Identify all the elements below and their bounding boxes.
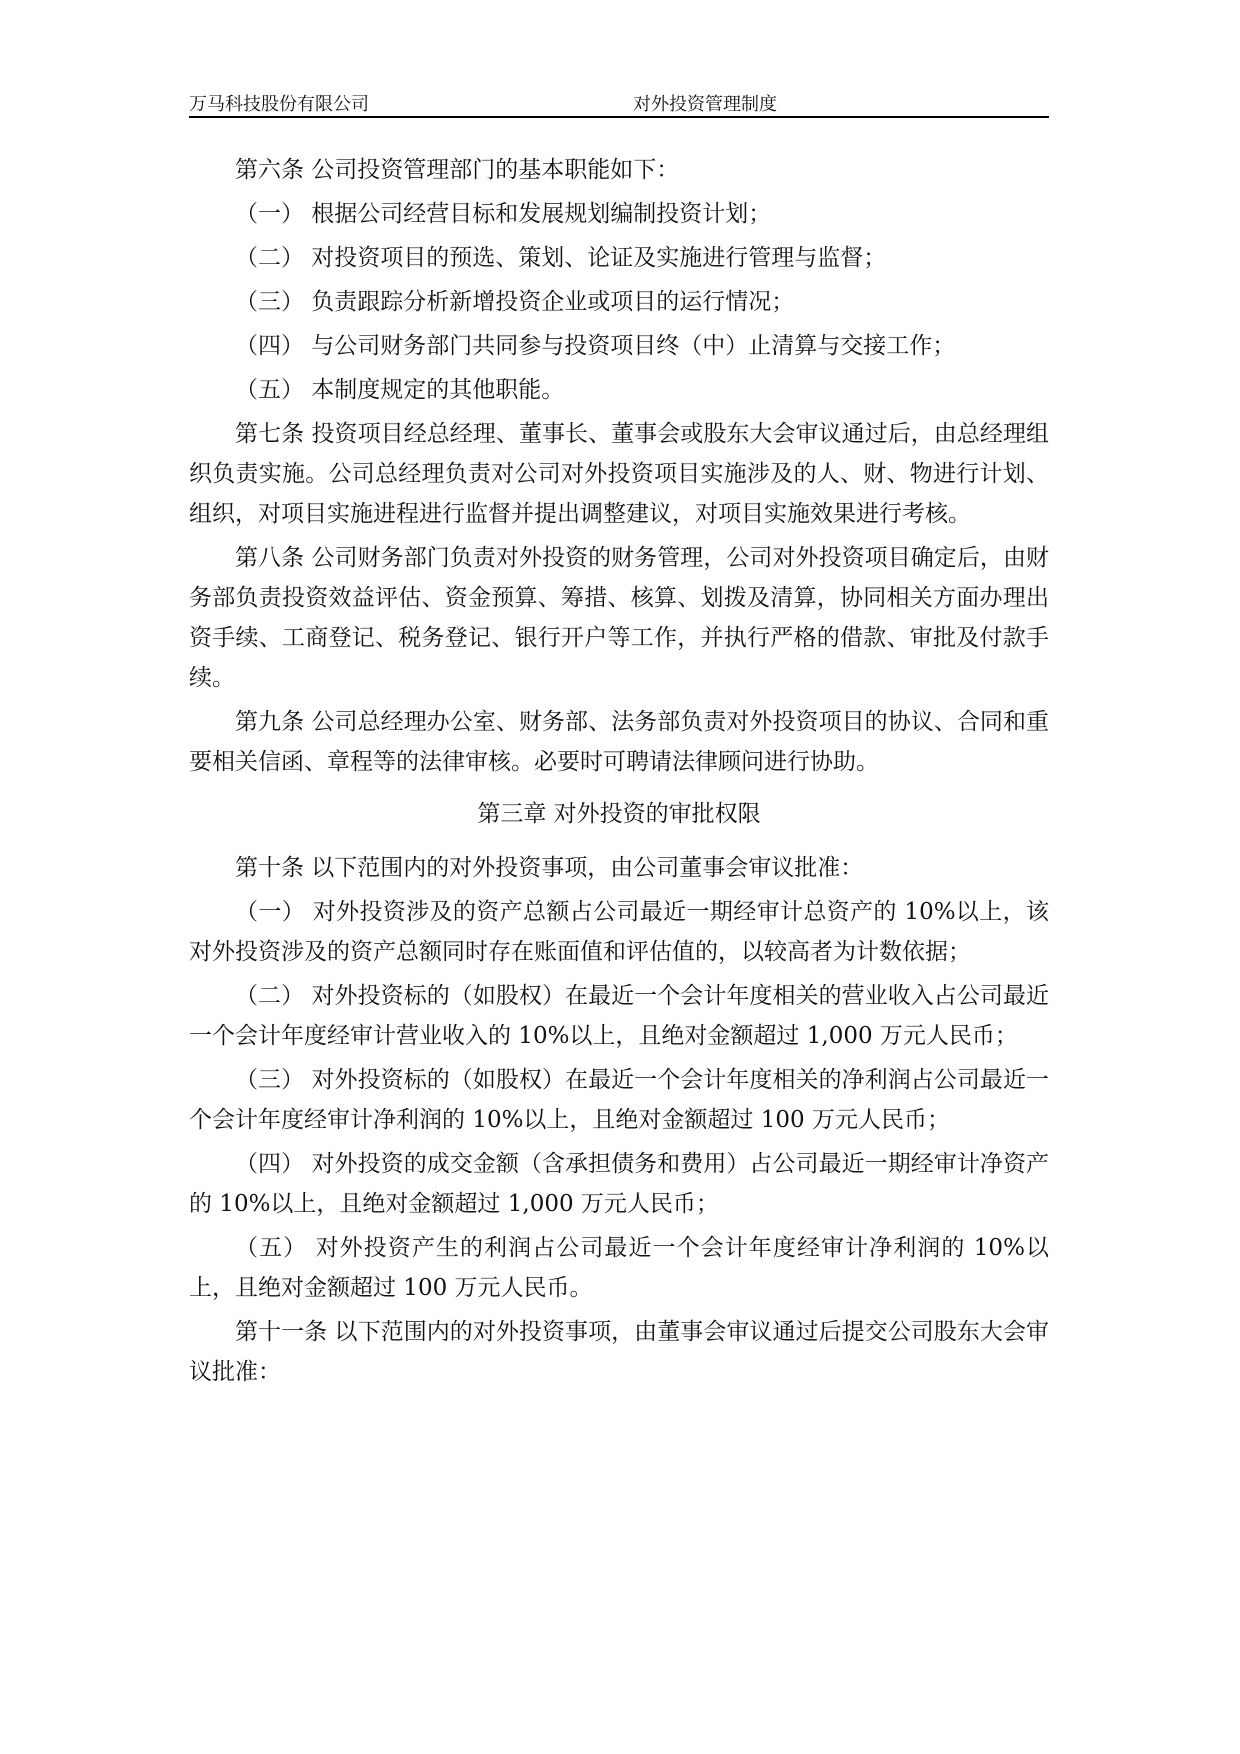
- article-10-title: 第十条 以下范围内的对外投资事项，由公司董事会审议批准：: [235, 855, 864, 881]
- article-6-item: （三） 负责跟踪分析新增投资企业或项目的运行情况；: [235, 289, 795, 315]
- article-10-item: （四） 对外投资的成交金额（含承担债务和费用）占公司最近一期经审计净资产的 10%以上，且绝对金额超过 1,000 万元人民币；: [189, 1151, 1049, 1217]
- article-10-item: （二） 对外投资标的（如股权）在最近一个会计年度相关的营业收入占公司最近一个会计年度经审计营业收入的 10%以上，且绝对金额超过 1,000 万元人民币；: [189, 983, 1049, 1049]
- header-title: 对外投资管理制度: [633, 94, 777, 115]
- article-10-item: （五） 对外投资产生的利润占公司最近一个会计年度经审计净利润的 10%以上，且绝对金额超过 100 万元人民币。: [189, 1235, 1049, 1301]
- article-6-title: 第六条 公司投资管理部门的基本职能如下：: [235, 157, 680, 183]
- article-6-item: （五） 本制度规定的其他职能。: [235, 377, 565, 403]
- article-6-item: （二） 对投资项目的预选、策划、论证及实施进行管理与监督；: [235, 245, 887, 271]
- header-company: 万马科技股份有限公司: [189, 94, 369, 115]
- article-7: 第七条 投资项目经总经理、董事长、董事会或股东大会审议通过后，由总经理组织负责实施。公司总经理负责对公司对外投资项目实施涉及的人、财、物进行计划、组织，对项目实施进程进行监督并提出调整建议，对项目实施效果进行考核。: [189, 421, 1049, 527]
- article-6-item: （一） 根据公司经营目标和发展规划编制投资计划；: [235, 201, 772, 227]
- article-11: 第十一条 以下范围内的对外投资事项，由董事会审议通过后提交公司股东大会审议批准：: [189, 1319, 1049, 1385]
- article-8: 第八条 公司财务部门负责对外投资的财务管理，公司对外投资项目确定后，由财务部负责投资效益评估、资金预算、筹措、核算、划拨及清算，协同相关方面办理出资手续、工商登记、税务登记、银行开户等工作，并执行严格的借款、审批及付款手续。: [189, 545, 1049, 691]
- page-header: [189, 90, 1049, 118]
- document-body: [189, 150, 1049, 1396]
- article-10-item: （三） 对外投资标的（如股权）在最近一个会计年度相关的净利润占公司最近一个会计年度经审计净利润的 10%以上，且绝对金额超过 100 万元人民币；: [189, 1067, 1049, 1133]
- chapter-heading: 第三章 对外投资的审批权限: [477, 801, 761, 827]
- article-9: 第九条 公司总经理办公室、财务部、法务部负责对外投资项目的协议、合同和重要相关信函、章程等的法律审核。必要时可聘请法律顾问进行协助。: [189, 709, 1049, 775]
- article-10-item: （一） 对外投资涉及的资产总额占公司最近一期经审计总资产的 10%以上，该对外投资涉及的资产总额同时存在账面值和评估值的，以较高者为计数依据；: [189, 899, 1049, 965]
- article-6-item: （四） 与公司财务部门共同参与投资项目终（中）止清算与交接工作；: [235, 333, 956, 359]
